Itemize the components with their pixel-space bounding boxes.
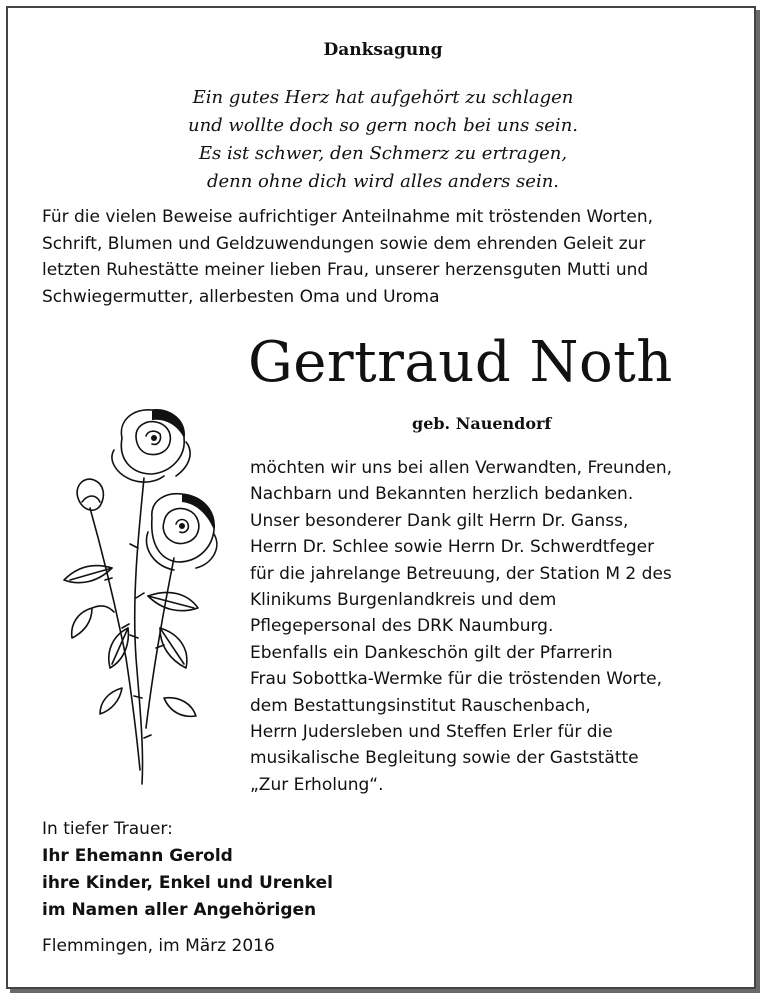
poem-line: denn ohne dich wird alles anders sein.: [206, 171, 560, 192]
signature-line: im Namen aller Angehörigen: [42, 900, 317, 920]
intro-line: Schrift, Blumen und Geldzuwendungen sowie dem ehrenden Geleit zur: [42, 233, 646, 254]
thanks-line: dem Bestattungsinstitut Rauschenbach,: [250, 695, 591, 716]
place-date: Flemmingen, im März 2016: [42, 936, 275, 956]
poem-line: Es ist schwer, den Schmerz zu ertragen,: [198, 143, 568, 164]
poem-line: Ein gutes Herz hat aufgehört zu schlagen: [192, 87, 574, 108]
deceased-name: Gertraud Noth: [248, 330, 673, 395]
intro-line: Schwiegermutter, allerbesten Oma und Uroma: [42, 286, 440, 307]
signature-intro: In tiefer Trauer:: [42, 819, 173, 839]
thanks-line: Herrn Judersleben und Steffen Erler für die: [250, 722, 613, 743]
thanks-line: Ebenfalls ein Dankeschön gilt der Pfarrerin: [250, 642, 613, 663]
thanks-line: Herrn Dr. Schlee sowie Herrn Dr. Schwerdtfeger: [250, 537, 655, 558]
intro-line: Für die vielen Beweise aufrichtiger Anteilnahme mit tröstenden Worten,: [42, 207, 654, 227]
poem-line: und wollte doch so gern noch bei uns sein.: [187, 115, 579, 136]
signature-block: [42, 816, 542, 924]
signature-line: ihre Kinder, Enkel und Urenkel: [42, 873, 333, 893]
maiden-name: geb. Nauendorf: [412, 414, 552, 433]
thanks-text: [250, 455, 740, 798]
intro-text: [42, 204, 742, 310]
rose-icon: [52, 398, 232, 786]
thanks-line: Unser besonderer Dank gilt Herrn Dr. Ganss,: [250, 510, 629, 531]
thanks-line: für die jahrelange Betreuung, der Station M 2 des: [250, 563, 672, 584]
thanks-line: möchten wir uns bei allen Verwandten, Freunden,: [250, 458, 673, 478]
intro-line: letzten Ruhestätte meiner lieben Frau, unserer herzensguten Mutti und: [42, 260, 649, 280]
thanks-line: „Zur Erholung“.: [250, 774, 384, 795]
thanks-line: Klinikums Burgenlandkreis und dem: [250, 590, 557, 611]
poem: [0, 84, 766, 196]
thanks-line: Frau Sobottka-Wermke für die tröstenden Worte,: [250, 669, 663, 690]
thanks-line: Nachbarn und Bekannten herzlich bedanken.: [250, 484, 634, 505]
thanks-line: musikalische Begleitung sowie der Gaststätte: [250, 748, 639, 769]
notice-heading: Danksagung: [323, 40, 443, 60]
signature-line: Ihr Ehemann Gerold: [42, 846, 233, 866]
thanks-line: Pflegepersonal des DRK Naumburg.: [250, 616, 554, 637]
